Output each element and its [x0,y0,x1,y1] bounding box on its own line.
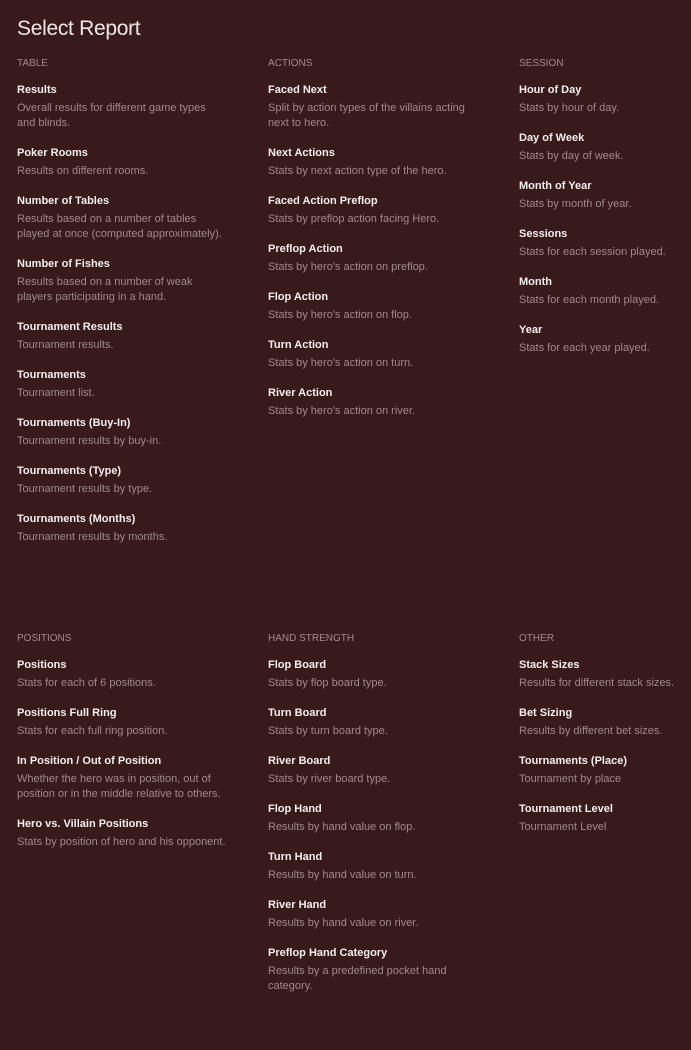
report-title[interactable]: Tournaments (Type) [17,465,122,477]
report-title[interactable]: Flop Action [268,291,329,303]
section-session [519,57,689,371]
report-description: Results for different stack sizes. [519,677,675,689]
report-title[interactable]: Day of Week [519,132,585,144]
report-item[interactable] [519,658,689,691]
report-item[interactable] [17,320,227,353]
report-title[interactable]: Year [519,324,543,336]
report-description: Stats by flop board type. [268,677,387,689]
report-description: Stats by river board type. [268,773,391,785]
report-title[interactable]: Month of Year [519,180,592,192]
report-item[interactable] [519,754,689,787]
report-title[interactable]: Preflop Hand Category [268,947,388,959]
report-item[interactable] [519,131,689,164]
report-item[interactable] [17,194,227,242]
report-title[interactable]: Preflop Action [268,243,343,255]
report-title[interactable]: Month [519,276,552,288]
report-item[interactable] [268,802,468,835]
report-description: Stats by preflop action facing Hero. [268,213,440,225]
report-description: Stats by month of year. [519,198,632,210]
report-item[interactable] [17,83,227,131]
report-title[interactable]: Tournaments (Buy-In) [17,417,131,429]
report-item[interactable] [17,146,227,179]
report-item[interactable] [519,83,689,116]
report-item[interactable] [17,706,227,739]
report-description: Split by action types of the villains acting next to hero. [268,102,465,129]
report-item[interactable] [519,706,689,739]
report-description: Stats by hero's action on river. [268,405,416,417]
section-header: TABLE [17,58,48,69]
report-title[interactable]: Poker Rooms [17,147,88,159]
report-description: Stats for each month played. [519,294,660,306]
report-item[interactable] [268,338,468,371]
report-item[interactable] [268,754,468,787]
section-hand-strength [268,632,468,1009]
report-title[interactable]: Sessions [519,228,568,240]
report-item[interactable] [17,464,227,497]
report-title[interactable]: Turn Action [268,339,329,351]
report-title[interactable]: Turn Hand [268,851,323,863]
report-title[interactable]: Number of Tables [17,195,110,207]
report-description: Overall results for different game types and blinds. [17,102,206,129]
report-description: Results by a predefined pocket hand category. [268,965,447,992]
report-item[interactable] [17,754,227,802]
report-item[interactable] [268,658,468,691]
report-description: Stats for each full ring position. [17,725,168,737]
report-title[interactable]: Tournaments [17,369,86,381]
report-title[interactable]: Bet Sizing [519,707,573,719]
report-item[interactable] [268,850,468,883]
report-title[interactable]: Results [17,84,57,96]
report-item[interactable] [519,275,689,308]
report-description: Tournament by place [519,773,622,785]
report-description: Stats by hour of day. [519,102,620,114]
report-title[interactable]: Turn Board [268,707,327,719]
report-title[interactable]: Hero vs. Villain Positions [17,818,149,830]
report-item[interactable] [268,898,468,931]
report-item[interactable] [268,386,468,419]
section-header: POSITIONS [17,633,72,644]
report-title[interactable]: Tournaments (Place) [519,755,627,767]
section-other [519,632,689,850]
report-title[interactable]: River Hand [268,899,327,911]
report-description: Stats by next action type of the hero. [268,165,447,177]
report-title[interactable]: Faced Next [268,84,327,96]
report-description: Results on different rooms. [17,165,149,177]
report-description: Stats by day of week. [519,150,624,162]
section-header: SESSION [519,58,564,69]
report-description: Tournament results. [17,339,114,351]
report-title[interactable]: Next Actions [268,147,335,159]
report-description: Results based on a number of tables played at once (computed approximately). [17,213,222,240]
report-description: Tournament results by buy-in. [17,435,162,447]
report-item[interactable] [17,512,227,545]
report-item[interactable] [268,290,468,323]
report-title[interactable]: Flop Board [268,659,327,671]
report-item[interactable] [519,802,689,835]
report-title[interactable]: Hour of Day [519,84,582,96]
report-item[interactable] [268,706,468,739]
report-title[interactable]: River Action [268,387,333,399]
report-description: Results by hand value on river. [268,917,419,929]
section-header: ACTIONS [268,58,313,69]
report-description: Stats by hero's action on preflop. [268,261,428,273]
report-title[interactable]: Faced Action Preflop [268,195,378,207]
report-item[interactable] [17,817,227,850]
report-description: Results by different bet sizes. [519,725,663,737]
report-description: Stats for each of 6 positions. [17,677,156,689]
report-description: Results by hand value on turn. [268,869,417,881]
report-description: Stats by position of hero and his opponent. [17,836,226,848]
report-item[interactable] [17,368,227,401]
report-title[interactable]: Positions Full Ring [17,707,117,719]
section-header: HAND STRENGTH [268,633,355,644]
report-item[interactable] [268,946,468,994]
report-description: Results based on a number of weak players participating in a hand. [17,276,193,303]
report-item[interactable] [519,179,689,212]
report-title[interactable]: Tournament Level [519,803,613,815]
section-table [17,57,227,560]
report-title[interactable]: Flop Hand [268,803,322,815]
report-item[interactable] [17,658,227,691]
report-title[interactable]: Positions [17,659,67,671]
report-item[interactable] [268,194,468,227]
report-description: Stats for each session played. [519,246,666,258]
section-actions [268,57,468,434]
report-title[interactable]: River Board [268,755,331,767]
section-header: OTHER [519,633,554,644]
report-item[interactable] [268,83,468,131]
report-description: Stats by turn board type. [268,725,388,737]
report-description: Stats by hero's action on turn. [268,357,414,369]
report-item[interactable] [268,146,468,179]
report-title[interactable]: Stack Sizes [519,659,580,671]
report-title[interactable]: Tournament Results [17,321,123,333]
report-description: Tournament list. [17,387,95,399]
section-positions [17,632,227,865]
report-item[interactable] [268,242,468,275]
report-title[interactable]: Number of Fishes [17,258,110,270]
report-description: Tournament results by months. [17,531,168,543]
report-title[interactable]: In Position / Out of Position [17,755,162,767]
report-item[interactable] [519,227,689,260]
report-item[interactable] [519,323,689,356]
report-description: Tournament Level [519,821,607,833]
report-title[interactable]: Tournaments (Months) [17,513,136,525]
report-item[interactable] [17,416,227,449]
report-description: Stats for each year played. [519,342,650,354]
report-item[interactable] [17,257,227,305]
report-description: Results by hand value on flop. [268,821,416,833]
report-description: Whether the hero was in position, out of position or in the middle relative to others. [17,773,221,800]
report-description: Stats by hero's action on flop. [268,309,412,321]
page-title: Select Report [17,17,141,40]
report-description: Tournament results by type. [17,483,153,495]
